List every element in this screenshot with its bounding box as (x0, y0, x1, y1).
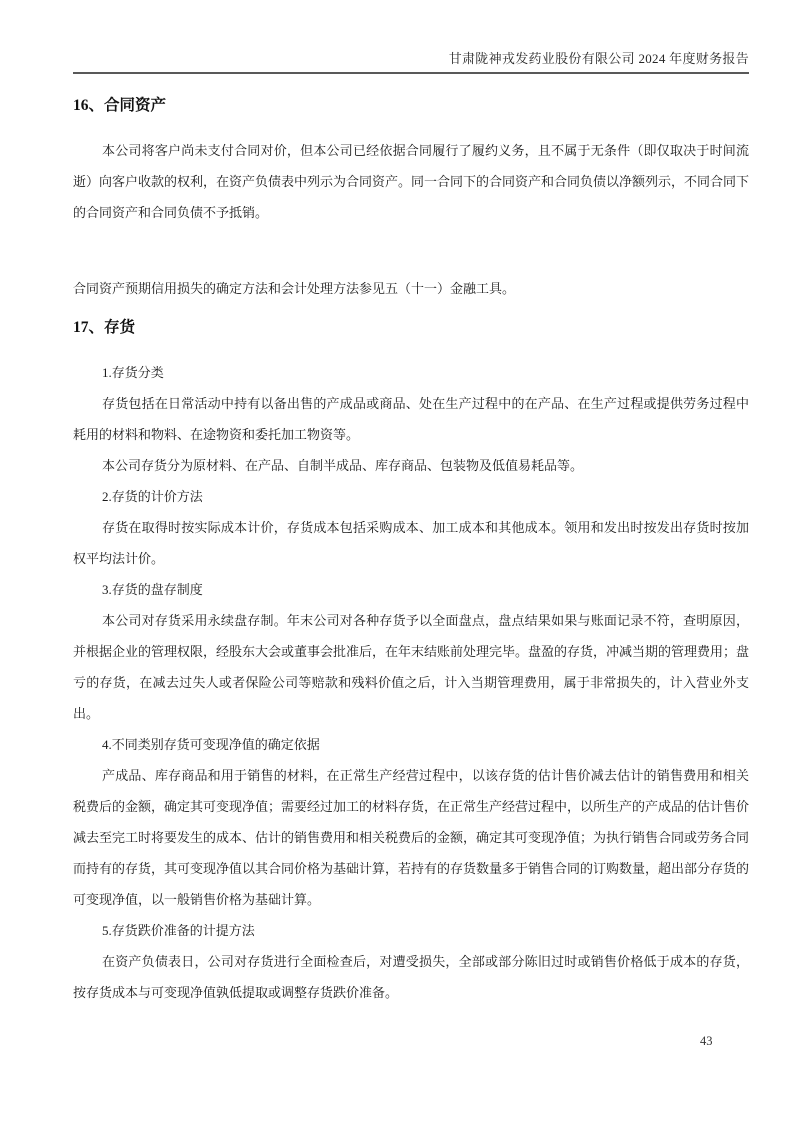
section-heading-17: 17、存货 (73, 319, 136, 336)
subheading-inventory-provision: 5.存货跌价准备的计提方法 (102, 923, 255, 938)
header-rule (73, 72, 749, 74)
paragraph: 产成品、库存商品和用于销售的材料，在正常生产经营过程中，以该存货的估计售价减去估计的销售费用和相关税费后的金额，确定其可变现净值；需要经过加工的材料存货，在正常生产经营过程中，以所生产的产成品的估计售价减去至完工时将要发生的成本、估计的销售费用和相关税费后的金额，确定其可变现净值；为执行销售合同或劳务合同而持有的存货，其可变现净值以其合同价格为基础计算，若持有的存货数量多于销售合同的订购数量，超出部分存货的可变现净值，以一般销售价格为基础计算。 (73, 768, 750, 907)
paragraph: 在资产负债表日，公司对存货进行全面检查后，对遭受损失，全部或部分陈旧过时或销售价格低于成本的存货，按存货成本与可变现净值孰低提取或调整存货跌价准备。 (73, 954, 749, 1000)
report-header-title: 甘肃陇神戎发药业股份有限公司 2024 年度财务报告 (448, 51, 749, 66)
subheading-inventory-valuation: 2.存货的计价方法 (102, 489, 203, 504)
subheading-inventory-system: 3.存货的盘存制度 (102, 582, 203, 597)
page-number: 43 (700, 1034, 713, 1048)
paragraph: 本公司对存货采用永续盘存制。年末公司对各种存货予以全面盘点，盘点结果如果与账面记录不符，查明原因，并根据企业的管理权限，经股东大会或董事会批准后，在年末结账前处理完毕。盘盈的存货，冲减当期的管理费用；盘亏的存货，在减去过失人或者保险公司等赔款和残料价值之后，计入当期管理费用，属于非常损失的，计入营业外支出。 (73, 613, 750, 721)
paragraph: 本公司存货分为原材料、在产品、自制半成品、库存商品、包装物及低值易耗品等。 (102, 458, 584, 473)
paragraph: 存货在取得时按实际成本计价，存货成本包括采购成本、加工成本和其他成本。领用和发出时按发出存货时按加权平均法计价。 (73, 520, 749, 566)
subheading-inventory-classification: 1.存货分类 (102, 365, 164, 380)
paragraph: 本公司将客户尚未支付合同对价，但本公司已经依据合同履行了履约义务，且不属于无条件（即仅取决于时间流逝）向客户收款的权利，在资产负债表中列示为合同资产。同一合同下的合同资产和合同负债以净额列示，不同合同下的合同资产和合同负债不予抵销。 (73, 143, 750, 220)
paragraph: 合同资产预期信用损失的确定方法和会计处理方法参见五（十一）金融工具。 (73, 281, 516, 296)
document-body (73, 90, 749, 1008)
paragraph: 存货包括在日常活动中持有以备出售的产成品或商品、处在生产过程中的在产品、在生产过程或提供劳务过程中耗用的材料和物料、在途物资和委托加工物资等。 (73, 396, 749, 442)
section-heading-16: 16、合同资产 (73, 97, 167, 114)
subheading-net-realizable-value: 4.不同类别存货可变现净值的确定依据 (102, 737, 320, 752)
